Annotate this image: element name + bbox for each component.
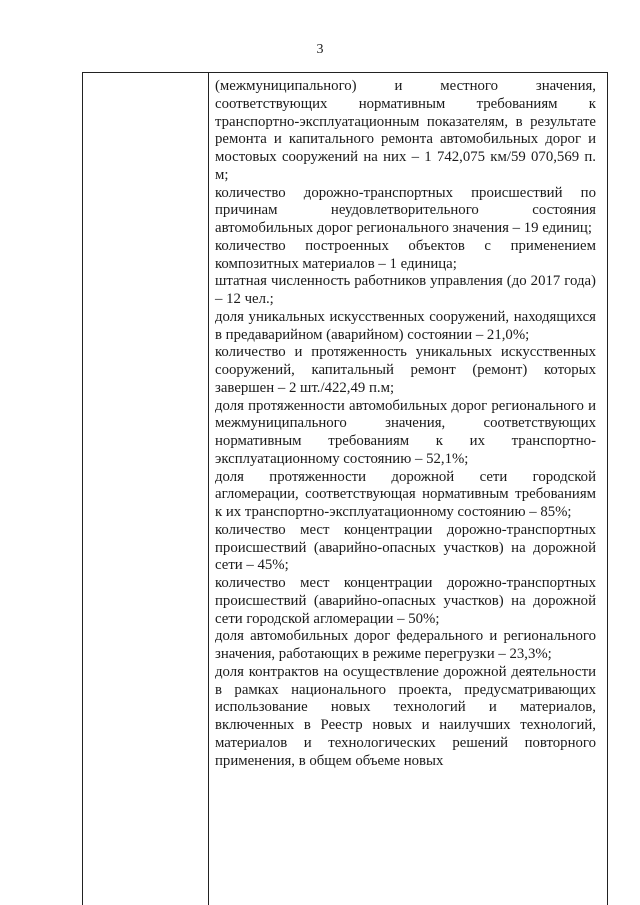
paragraph: штатная численность работников управления (до 2017 года) – 12 чел.; xyxy=(215,273,596,307)
page-number: 3 xyxy=(316,42,324,57)
paragraph: количество и протяженность уникальных искусственных сооружений, капитальный ремонт (ремонт) которых завершен – 2 шт./422,49 п.м; xyxy=(215,344,596,396)
paragraph: доля уникальных искусственных сооружений, находящихся в предаварийном (аварийном) состоянии – 21,0%; xyxy=(215,308,596,343)
paragraph: количество дорожно-транспортных происшествий по причинам неудовлетворительного состояния автомобильных дорог регионального значения – 19 единиц; xyxy=(215,184,596,236)
table-cell-text xyxy=(215,78,596,770)
table-column-divider xyxy=(208,73,209,905)
paragraph: (межмуниципального) и местного значения, соответствующих нормативным требованиям к транспортно-эксплуатационным показателям, в результате ремонта и капитального ремонта автомобильных дорог и мостовых сооружений на них – 1 742,075 км/59 070,569 п. м; xyxy=(215,78,596,183)
paragraph: доля протяженности дорожной сети городской агломерации, соответствующая нормативным требованиям к их транспортно-эксплуатационному состоянию – 85%; xyxy=(215,468,596,520)
paragraph: доля протяженности автомобильных дорог регионального и межмуниципального значения, соответствующих нормативным требованиям к их транспортно-эксплуатационному состоянию – 52,1%; xyxy=(215,397,596,467)
paragraph: количество построенных объектов с применением композитных материалов – 1 единица; xyxy=(215,237,596,272)
paragraph: количество мест концентрации дорожно-транспортных происшествий (аварийно-опасных участков) на дорожной сети городской агломерации – 50%; xyxy=(215,575,596,627)
paragraph: количество мест концентрации дорожно-транспортных происшествий (аварийно-опасных участков) на дорожной сети – 45%; xyxy=(215,521,596,574)
paragraph: доля автомобильных дорог федерального и регионального значения, работающих в режиме перегрузки – 23,3%; xyxy=(215,628,596,662)
document-table xyxy=(82,72,608,905)
paragraph: доля контрактов на осуществление дорожной деятельности в рамках национального проекта, предусматривающих использование новых технологий и материалов, включенных в Реестр новых и наилучших технологий, материалов и технологических решений повторного применения, в общем объеме новых xyxy=(215,663,596,769)
